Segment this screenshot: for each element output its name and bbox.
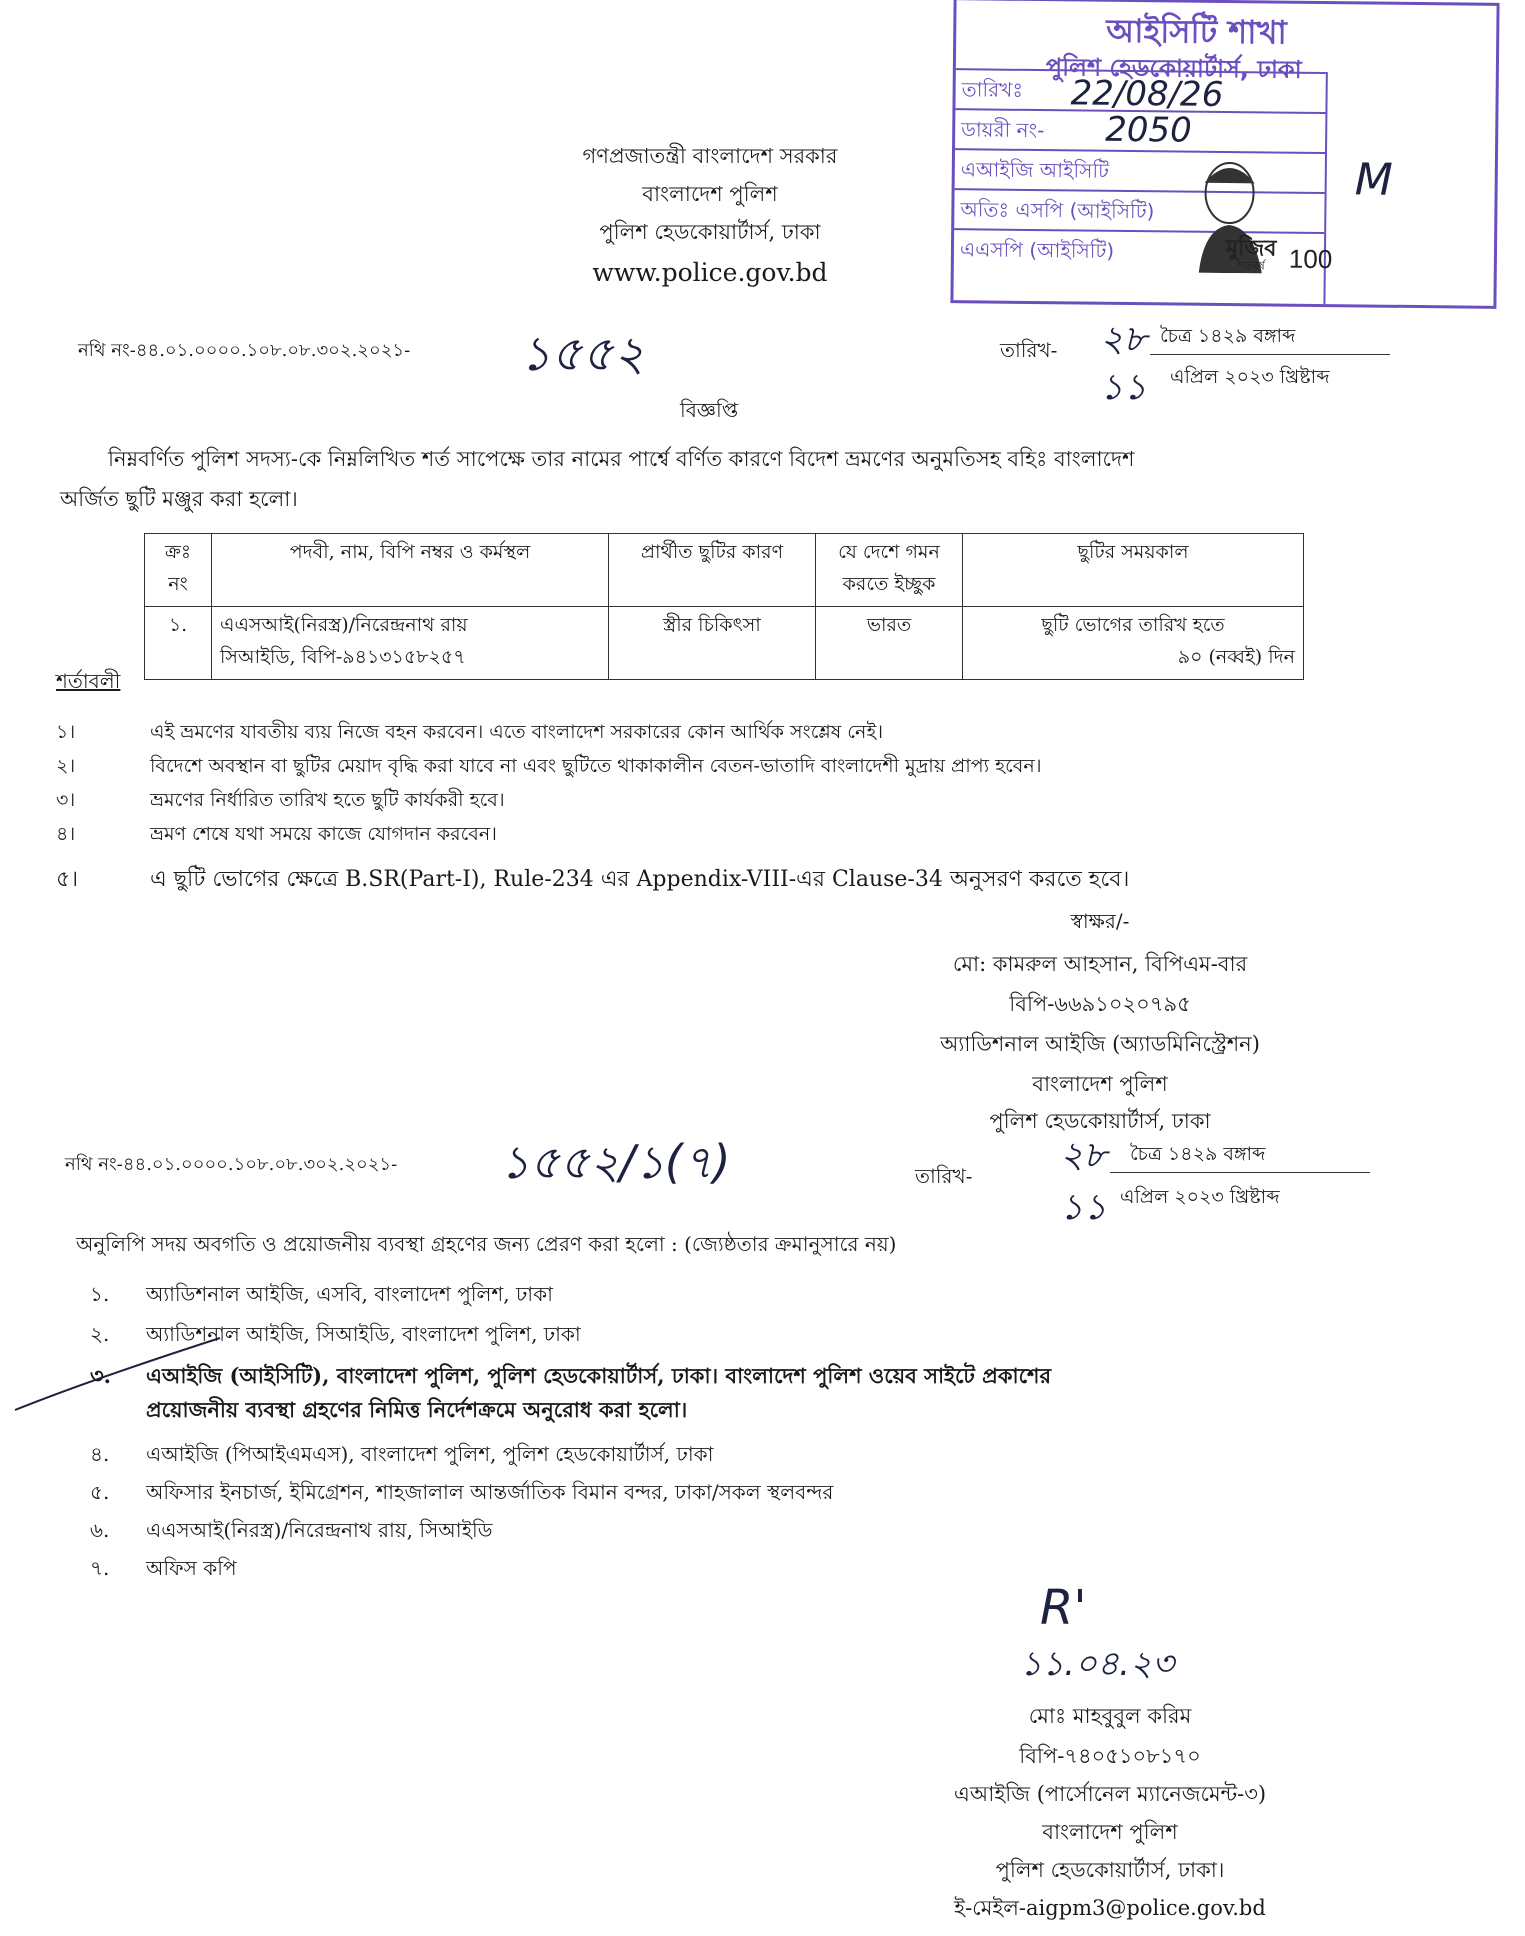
stamp-row-diary-label: ডায়রী নং-: [961, 117, 1045, 143]
condition-text: বিদেশে অবস্থান বা ছুটির মেয়াদ বৃদ্ধি করা যাবে না এবং ছুটিতে থাকাকালীন বেতন-ভাতাদি বাংলাদেশী মুদ্রায় প্রাপ্য হবেন।: [150, 755, 1042, 777]
header-line-government: গণপ্রজাতন্ত্রী বাংলাদেশ সরকার: [582, 144, 838, 168]
header-website: www.police.gov.bd: [592, 258, 828, 287]
copy-text: অ্যাডিশনাল আইজি, এসবি, বাংলাদেশ পুলিশ, ঢাকা: [146, 1282, 553, 1306]
header-line-hq: পুলিশ হেডকোয়ার্টার্স, ঢাকা: [599, 220, 821, 244]
stamp-title: আইসিটি শাখা: [1106, 11, 1287, 52]
copy-intro: অনুলিপি সদয় অবগতি ও প্রয়োজনীয় ব্যবস্থা গ্রহণের জন্য প্রেরণ করা হলো : (জ্যেষ্ঠতার ক্রমানুসারে নয়): [76, 1232, 897, 1256]
intro-line1: নিম্নবর্ণিত পুলিশ সদস্য-কে নিম্নলিখিত শর্ত সাপেক্ষে তার নামের পার্শ্বে বর্ণিত কারণে বিদেশ ভ্রমণের অনুমতিসহ বহিঃ বাংলাদেশ: [108, 447, 1135, 471]
memo2-date-label: তারিখ-: [915, 1164, 973, 1188]
table-cell-name: [212, 607, 609, 680]
sig2-org: বাংলাদেশ পুলিশ: [1042, 1820, 1178, 1844]
sig2-date-handwritten: ১১.০৪.২৩: [1020, 1644, 1175, 1684]
memo1-date-english: এপ্রিল ২০২৩ খ্রিষ্টাব্দ: [1170, 366, 1330, 388]
condition-text: ভ্রমণের নির্ধারিত তারিখ হতে ছুটি কার্যকরী হবে।: [150, 789, 505, 811]
leave-table: [144, 533, 1304, 680]
table-header-serial: ক্রঃ নং: [145, 534, 212, 607]
memo1-file-number-text: নথি নং-৪৪.০১.০০০০.১০৮.০৮.৩০২.২০২১-: [78, 340, 411, 361]
table-cell-period: [963, 607, 1304, 680]
table-header-country: যে দেশে গমন করতে ইচ্ছুক: [816, 534, 963, 607]
memo2-file-number: [65, 1150, 397, 1181]
table-row: [145, 607, 1304, 680]
memo1-date-day-handwritten: ২৮: [1100, 319, 1147, 360]
sig2-email: ই-মেইল-aigpm3@police.gov.bd: [954, 1896, 1266, 1920]
table-cell-name-line2: সিআইডি, বিপি-৯৪১৩১৫৮২৫৭: [220, 646, 466, 668]
stamp-diary-handwritten: 2050: [1105, 109, 1192, 151]
copy-num: ৭.: [90, 1556, 110, 1580]
condition-num: ২।: [56, 755, 76, 777]
stamp-initial-handwritten: M: [1354, 154, 1393, 206]
condition-num: ৫।: [56, 867, 79, 892]
condition-num: ৩।: [56, 789, 76, 811]
copy-text: এএসআই(নিরস্ত্র)/নিরেন্দ্রনাথ রায়, সিআইডি: [146, 1518, 493, 1542]
sig2-designation: এআইজি (পার্সোনেল ম্যানেজমেন্ট-৩): [953, 1782, 1267, 1806]
sig1-designation: অ্যাডিশনাল আইজি (অ্যাডমিনিস্ট্রেশন): [940, 1032, 1260, 1056]
sig2-initial-handwritten: R': [1040, 1580, 1087, 1636]
memo1-date-label: তারিখ-: [1000, 338, 1058, 362]
copy-text: অফিসার ইনচার্জ, ইমিগ্রেশন, শাহজালাল আন্তর্জাতিক বিমান বন্দর, ঢাকা/সকল স্থলবন্দর: [146, 1480, 834, 1504]
copy-num: ১.: [90, 1282, 110, 1306]
memo1-file-number: [78, 336, 410, 367]
sig2-office: পুলিশ হেডকোয়ার্টার্স, ঢাকা।: [995, 1858, 1225, 1882]
ict-branch-stamp: [950, 0, 1499, 309]
table-cell-name-line1: এএসআই(নিরস্ত্র)/নিরেন্দ্রনাথ রায়: [220, 614, 468, 636]
copy-text: এআইজি (পিআইএমএস), বাংলাদেশ পুলিশ, পুলিশ হেডকোয়ার্টার্স, ঢাকা: [146, 1442, 714, 1466]
memo2-date-english: এপ্রিল ২০২৩ খ্রিষ্টাব্দ: [1120, 1186, 1280, 1208]
stamp-row-addl-sp-label: অতিঃ এসপি (আইসিটি): [960, 197, 1155, 224]
table-cell-serial: ১.: [145, 607, 212, 680]
memo1-file-number-handwritten: ১৫৫২: [520, 326, 645, 382]
sig1-signed: স্বাক্ষর/-: [1070, 909, 1130, 933]
header-line-police: বাংলাদেশ পুলিশ: [642, 182, 778, 206]
memo2-date-day2-handwritten: ১১: [1060, 1187, 1107, 1228]
table-cell-period-line1: ছুটি ভোগের তারিখ হতে: [1041, 614, 1225, 636]
table-header-reason: প্রার্থীত ছুটির কারণ: [609, 534, 816, 607]
memo1-date-day2-handwritten: ১১: [1100, 367, 1147, 408]
mujib-logo-subtext: শতবর্ষ: [1237, 259, 1265, 273]
stamp-row-aig-label: এআইজি আইসিটি: [960, 157, 1110, 183]
mujib-logo-text: মুজিব: [1225, 236, 1277, 262]
stamp-row-date-label: তারিখঃ: [961, 77, 1024, 102]
memo2-date-divider: [1110, 1172, 1370, 1173]
stamp-subtitle: পুলিশ হেডকোয়ার্টার্স, ঢাকা: [1045, 53, 1302, 84]
copy-text: অ্যাডিশনাল আইজি, সিআইডি, বাংলাদেশ পুলিশ, ঢাকা: [146, 1322, 581, 1346]
table-cell-reason: স্ত্রীর চিকিৎসা: [609, 607, 816, 680]
memo1-subject: বিজ্ঞপ্তি: [680, 398, 739, 422]
condition-num: ৪।: [56, 823, 76, 845]
table-header-name: পদবী, নাম, বিপি নম্বর ও কর্মস্থল: [212, 534, 609, 607]
sig1-office: পুলিশ হেডকোয়ার্টার্স, ঢাকা: [989, 1109, 1211, 1133]
copy-num: ৩.: [90, 1363, 111, 1388]
table-header-period: ছুটির সময়কাল: [963, 534, 1304, 607]
copy-text: অফিস কপি: [146, 1556, 237, 1580]
memo2-file-number-handwritten: ১৫৫২/১(৭): [500, 1135, 731, 1189]
copy-num: ৪.: [90, 1442, 110, 1466]
copy-text-continued: প্রয়োজনীয় ব্যবস্থা গ্রহণের নিমিত্ত নির্দেশক্রমে অনুরোধ করা হলো।: [146, 1397, 688, 1422]
sig1-bp: বিপি-৬৬৯১০২০৭৯৫: [1009, 992, 1191, 1016]
pen-stroke-mark: [10, 1330, 230, 1420]
table-header-row: [145, 534, 1304, 607]
copy-text: এআইজি (আইসিটি), বাংলাদেশ পুলিশ, পুলিশ হেডকোয়ার্টার্স, ঢাকা। বাংলাদেশ পুলিশ ওয়েব সাইটে প্রকাশের: [146, 1363, 1052, 1388]
sig1-name: মো: কামরুল আহসান, বিপিএম-বার: [952, 952, 1248, 976]
intro-line2: অর্জিত ছুটি মঞ্জুর করা হলো।: [60, 487, 298, 511]
stamp-row-asp-label: এএসপি (আইসিটি): [959, 237, 1115, 263]
sig2-name: মোঃ মাহবুবুল করিম: [1028, 1704, 1192, 1728]
memo2-date-day-handwritten: ২৮: [1060, 1135, 1107, 1176]
condition-text: ভ্রমণ শেষে যথা সময়ে কাজে যোগদান করবেন।: [150, 823, 497, 845]
memo1-date-bangla: চৈত্র ১৪২৯ বঙ্গাব্দ: [1160, 325, 1296, 347]
memo2-date-bangla: চৈত্র ১৪২৯ বঙ্গাব্দ: [1130, 1143, 1266, 1165]
condition-text: এ ছুটি ভোগের ক্ষেত্রে B.SR(Part-I), Rule-234 এর Appendix-VIII-এর Clause-34 অনুসরণ করতে হবে।: [150, 867, 1130, 892]
conditions-title: শর্তাবলী: [56, 669, 121, 693]
memo2-file-number-text: নথি নং-৪৪.০১.০০০০.১০৮.০৮.৩০২.২০২১-: [65, 1154, 398, 1175]
mujib-logo-number: 100: [1288, 243, 1333, 275]
memo1-date-divider: [1150, 354, 1390, 355]
sig1-org: বাংলাদেশ পুলিশ: [1032, 1072, 1168, 1096]
table-cell-period-line2: ৯০ (নব্বই) দিন: [1177, 646, 1295, 668]
condition-text: এই ভ্রমণের যাবতীয় ব্যয় নিজে বহন করবেন। এতে বাংলাদেশ সরকারের কোন আর্থিক সংশ্লেষ নেই।: [150, 721, 884, 743]
condition-num: ১।: [56, 721, 76, 743]
sig2-bp: বিপি-৭৪০৫১০৮১৭০: [1019, 1744, 1201, 1768]
stamp-date-handwritten: 22/08/26: [1070, 73, 1224, 115]
copy-num: ৫.: [90, 1480, 110, 1504]
table-cell-country: ভারত: [816, 607, 963, 680]
copy-num: ২.: [90, 1322, 110, 1346]
copy-num: ৬.: [90, 1518, 110, 1542]
